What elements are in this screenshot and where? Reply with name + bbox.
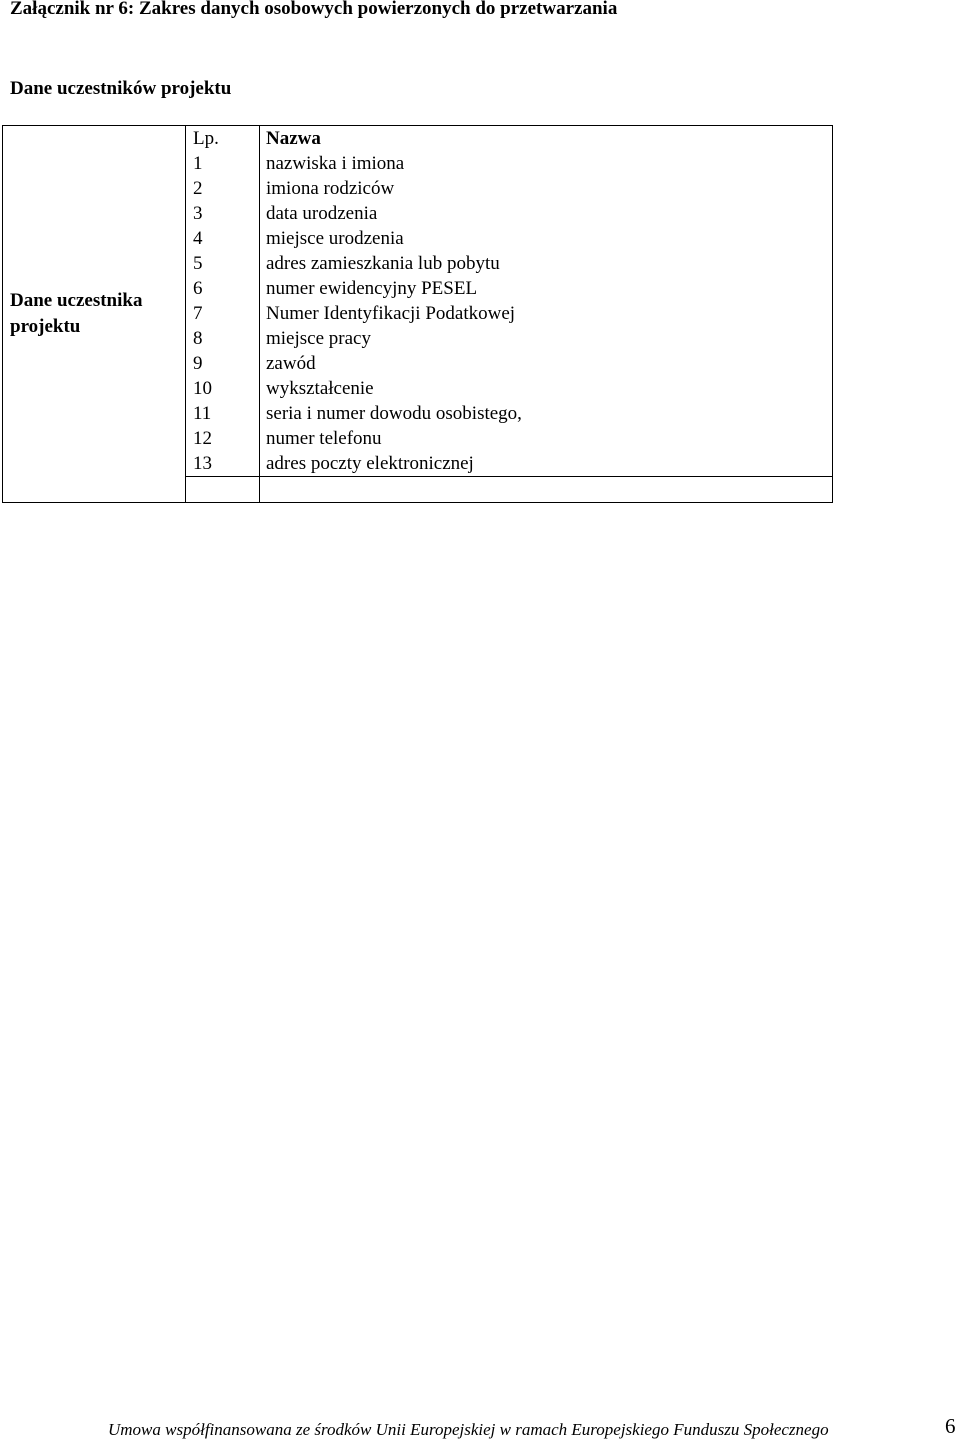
row-name: numer telefonu xyxy=(260,426,833,451)
empty-name-cell xyxy=(260,477,833,503)
row-name: Numer Identyfikacji Podatkowej xyxy=(260,301,833,326)
row-lp: 4 xyxy=(186,226,260,251)
row-name: wykształcenie xyxy=(260,376,833,401)
document-title: Załącznik nr 6: Zakres danych osobowych powierzonych do przetwarzania xyxy=(10,0,618,19)
row-name: nazwiska i imiona xyxy=(260,151,833,176)
row-lp: 9 xyxy=(186,351,260,376)
row-name: data urodzenia xyxy=(260,201,833,226)
header-lp: Lp. xyxy=(186,126,260,152)
empty-lp-cell xyxy=(186,477,260,503)
row-lp: 3 xyxy=(186,201,260,226)
side-label-line1: Dane uczestnika xyxy=(10,290,143,311)
personal-data-table xyxy=(2,125,833,503)
section-heading: Dane uczestników projektu xyxy=(10,78,232,99)
row-lp: 12 xyxy=(186,426,260,451)
row-name: zawód xyxy=(260,351,833,376)
row-name: miejsce urodzenia xyxy=(260,226,833,251)
header-name: Nazwa xyxy=(260,126,833,152)
footer-text: Umowa współfinansowana ze środków Unii Europejskiej w ramach Europejskiego Funduszu Społecznego xyxy=(108,1420,829,1439)
row-lp: 13 xyxy=(186,451,260,477)
row-name: seria i numer dowodu osobistego, xyxy=(260,401,833,426)
row-lp: 11 xyxy=(186,401,260,426)
row-lp: 10 xyxy=(186,376,260,401)
row-lp: 2 xyxy=(186,176,260,201)
row-name: miejsce pracy xyxy=(260,326,833,351)
row-lp: 1 xyxy=(186,151,260,176)
side-label-cell xyxy=(3,126,186,503)
table-header-row xyxy=(3,126,833,152)
row-name: adres poczty elektronicznej xyxy=(260,451,833,477)
row-name: numer ewidencyjny PESEL xyxy=(260,276,833,301)
row-lp: 6 xyxy=(186,276,260,301)
row-lp: 5 xyxy=(186,251,260,276)
side-label-line2: projektu xyxy=(10,316,81,337)
row-name: adres zamieszkania lub pobytu xyxy=(260,251,833,276)
row-name: imiona rodziców xyxy=(260,176,833,201)
row-lp: 7 xyxy=(186,301,260,326)
page-number: 6 xyxy=(945,1414,956,1438)
row-lp: 8 xyxy=(186,326,260,351)
